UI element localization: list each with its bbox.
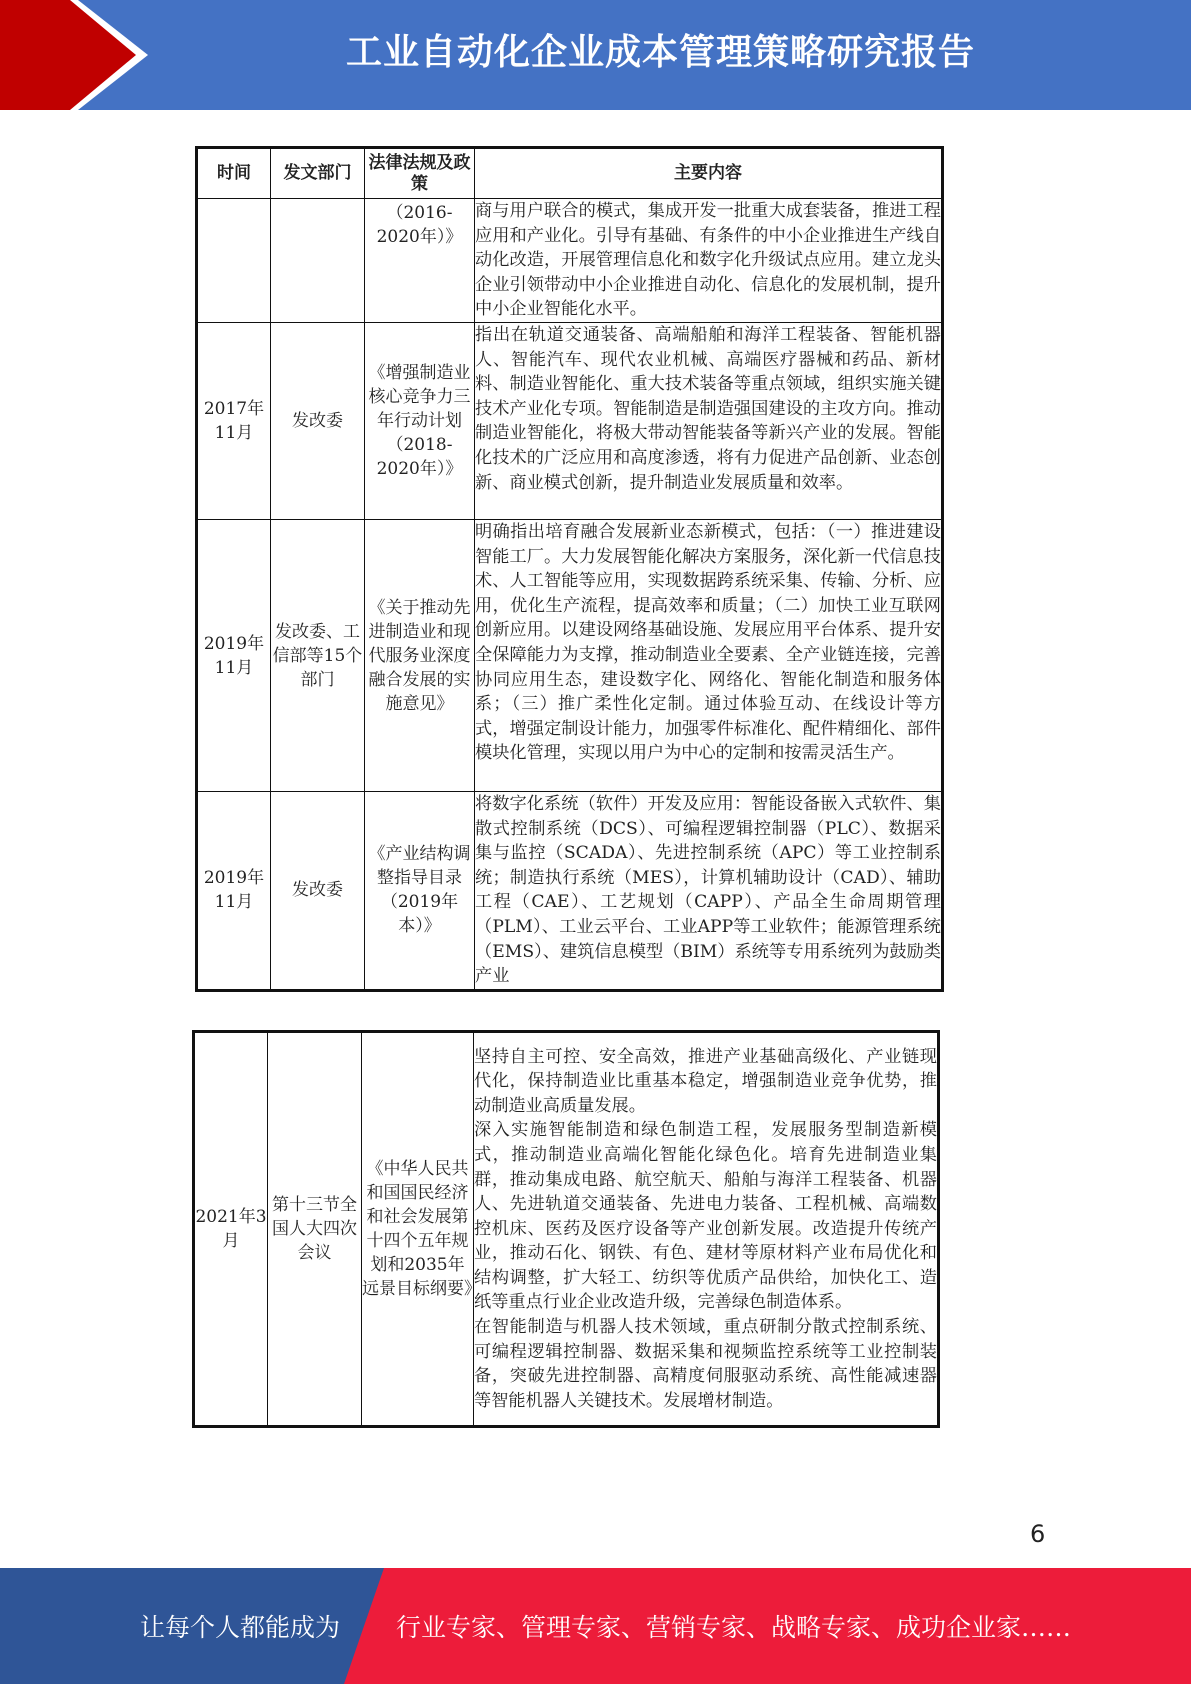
table-row bbox=[197, 792, 943, 991]
table-row bbox=[194, 1032, 939, 1427]
table-header-row bbox=[197, 148, 943, 199]
footer-slogan-right: 行业专家、管理专家、营销专家、战略专家、成功企业家…… bbox=[396, 1613, 1072, 1642]
header-content: 主要内容 bbox=[475, 148, 943, 199]
content-paragraph: 深入实施智能制造和绿色制造工程，发展服务型制造新模式，推动制造业高端化智能化绿色化。培育先进制造业集群，推动集成电路、航空航天、船舶与海洋工程装备、机器人、先进轨道交通装备、先进电力装备、工程机械、高端数控机床、医药及医疗设备等产业创新发展。改造提升传统产业，推动石化、钢铁、有色、建材等原材料产业布局优化和结构调整，扩大轻工、纺织等优质产品供给，加快化工、造纸等重点行业企业改造升级，完善绿色制造体系。 bbox=[474, 1120, 937, 1313]
row-dept: 发改委 bbox=[271, 323, 365, 520]
header-time: 时间 bbox=[197, 148, 271, 199]
policy-table-part2 bbox=[192, 1030, 940, 1428]
row-time: 2017年11月 bbox=[197, 323, 271, 520]
content-paragraph: 坚持自主可控、安全高效，推进产业基础高级化、产业链现代化，保持制造业比重基本稳定，增强制造业竞争优势，推动制造业高质量发展。 bbox=[474, 1046, 937, 1116]
row-time: 2021年3月 bbox=[194, 1032, 268, 1427]
content-paragraph: 在智能制造与机器人技术领域，重点研制分散式控制系统、可编程逻辑控制器、数据采集和视频监控系统等工业控制装备，突破先进控制器、高精度伺服驱动系统、高性能减速器等智能机器人关键技术。发展增材制造。 bbox=[474, 1317, 937, 1411]
row-time: 2019年11月 bbox=[197, 520, 271, 792]
row-time bbox=[197, 199, 271, 323]
row-content: 指出在轨道交通装备、高端船舶和海洋工程装备、智能机器人、智能汽车、现代农业机械、高端医疗器械和药品、新材料、制造业智能化、重大技术装备等重点领域，组织实施关键技术产业化专项。智能制造是制造强国建设的主攻方向。推动制造业智能化，将极大带动智能装备等新兴产业的发展。智能化技术的广泛应用和高度渗透，将有力促进产品创新、业态创新、商业模式创新，提升制造业发展质量和效率。 bbox=[475, 323, 943, 520]
header-law: 法律法规及政策 bbox=[365, 148, 475, 199]
row-law: 《产业结构调整指导目录（2019年本）》 bbox=[365, 792, 475, 991]
report-title: 工业自动化企业成本管理策略研究报告 bbox=[345, 32, 975, 73]
row-content: 将数字化系统（软件）开发及应用：智能设备嵌入式软件、集散式控制系统（DCS）、可编程逻辑控制器（PLC）、数据采集与监控（SCADA）、先进控制系统（APC）等工业控制系统；制造执行系统（MES），计算机辅助设计（CAD）、辅助工程（CAE）、工艺规划（CAPP）、产品全生命周期管理（PLM）、工业云平台、工业APP等工业软件；能源管理系统（EMS）、建筑信息模型（BIM）系统等专用系统列为鼓励类产业 bbox=[475, 792, 943, 991]
header-dept: 发文部门 bbox=[271, 148, 365, 199]
footer-slogan-left: 让每个人都能成为 bbox=[140, 1613, 341, 1642]
table-row bbox=[197, 520, 943, 792]
table-row bbox=[197, 199, 943, 323]
page-number: 6 bbox=[1030, 1520, 1046, 1548]
row-time: 2019年11月 bbox=[197, 792, 271, 991]
row-law: 《中华人民共和国国民经济和社会发展第十四个五年规划和2035年远景目标纲要》 bbox=[362, 1032, 474, 1427]
policy-table-part1 bbox=[195, 146, 944, 992]
row-dept: 发改委、工信部等15个部门 bbox=[271, 520, 365, 792]
row-law: 《关于推动先进制造业和现代服务业深度融合发展的实施意见》 bbox=[365, 520, 475, 792]
row-dept: 发改委 bbox=[271, 792, 365, 991]
row-law: 《增强制造业核心竞争力三年行动计划（2018-2020年）》 bbox=[365, 323, 475, 520]
row-content bbox=[474, 1032, 939, 1427]
page-footer bbox=[0, 1568, 1191, 1684]
row-content: 明确指出培育融合发展新业态新模式，包括：（一）推进建设智能工厂。大力发展智能化解决方案服务，深化新一代信息技术、人工智能等应用，实现数据跨系统采集、传输、分析、应用，优化生产流程，提高效率和质量；（二）加快工业互联网创新应用。以建设网络基础设施、发展应用平台体系、提升安全保障能力为支撑，推动制造业全要素、全产业链连接，完善协同应用生态，建设数字化、网络化、智能化制造和服务体系；（三）推广柔性化定制。通过体验互动、在线设计等方式，增强定制设计能力，加强零件标准化、配件精细化、部件模块化管理，实现以用户为中心的定制和按需灵活生产。 bbox=[475, 520, 943, 792]
page-header bbox=[0, 0, 1191, 110]
row-law: （2016-2020年）》 bbox=[365, 199, 475, 323]
row-dept bbox=[271, 199, 365, 323]
row-content: 商与用户联合的模式，集成开发一批重大成套装备，推进工程应用和产业化。引导有基础、有条件的中小企业推进生产线自动化改造，开展管理信息化和数字化升级试点应用。建立龙头企业引领带动中小企业推进自动化、信息化的发展机制，提升中小企业智能化水平。 bbox=[475, 199, 943, 323]
row-dept: 第十三节全国人大四次会议 bbox=[268, 1032, 362, 1427]
table-row bbox=[197, 323, 943, 520]
